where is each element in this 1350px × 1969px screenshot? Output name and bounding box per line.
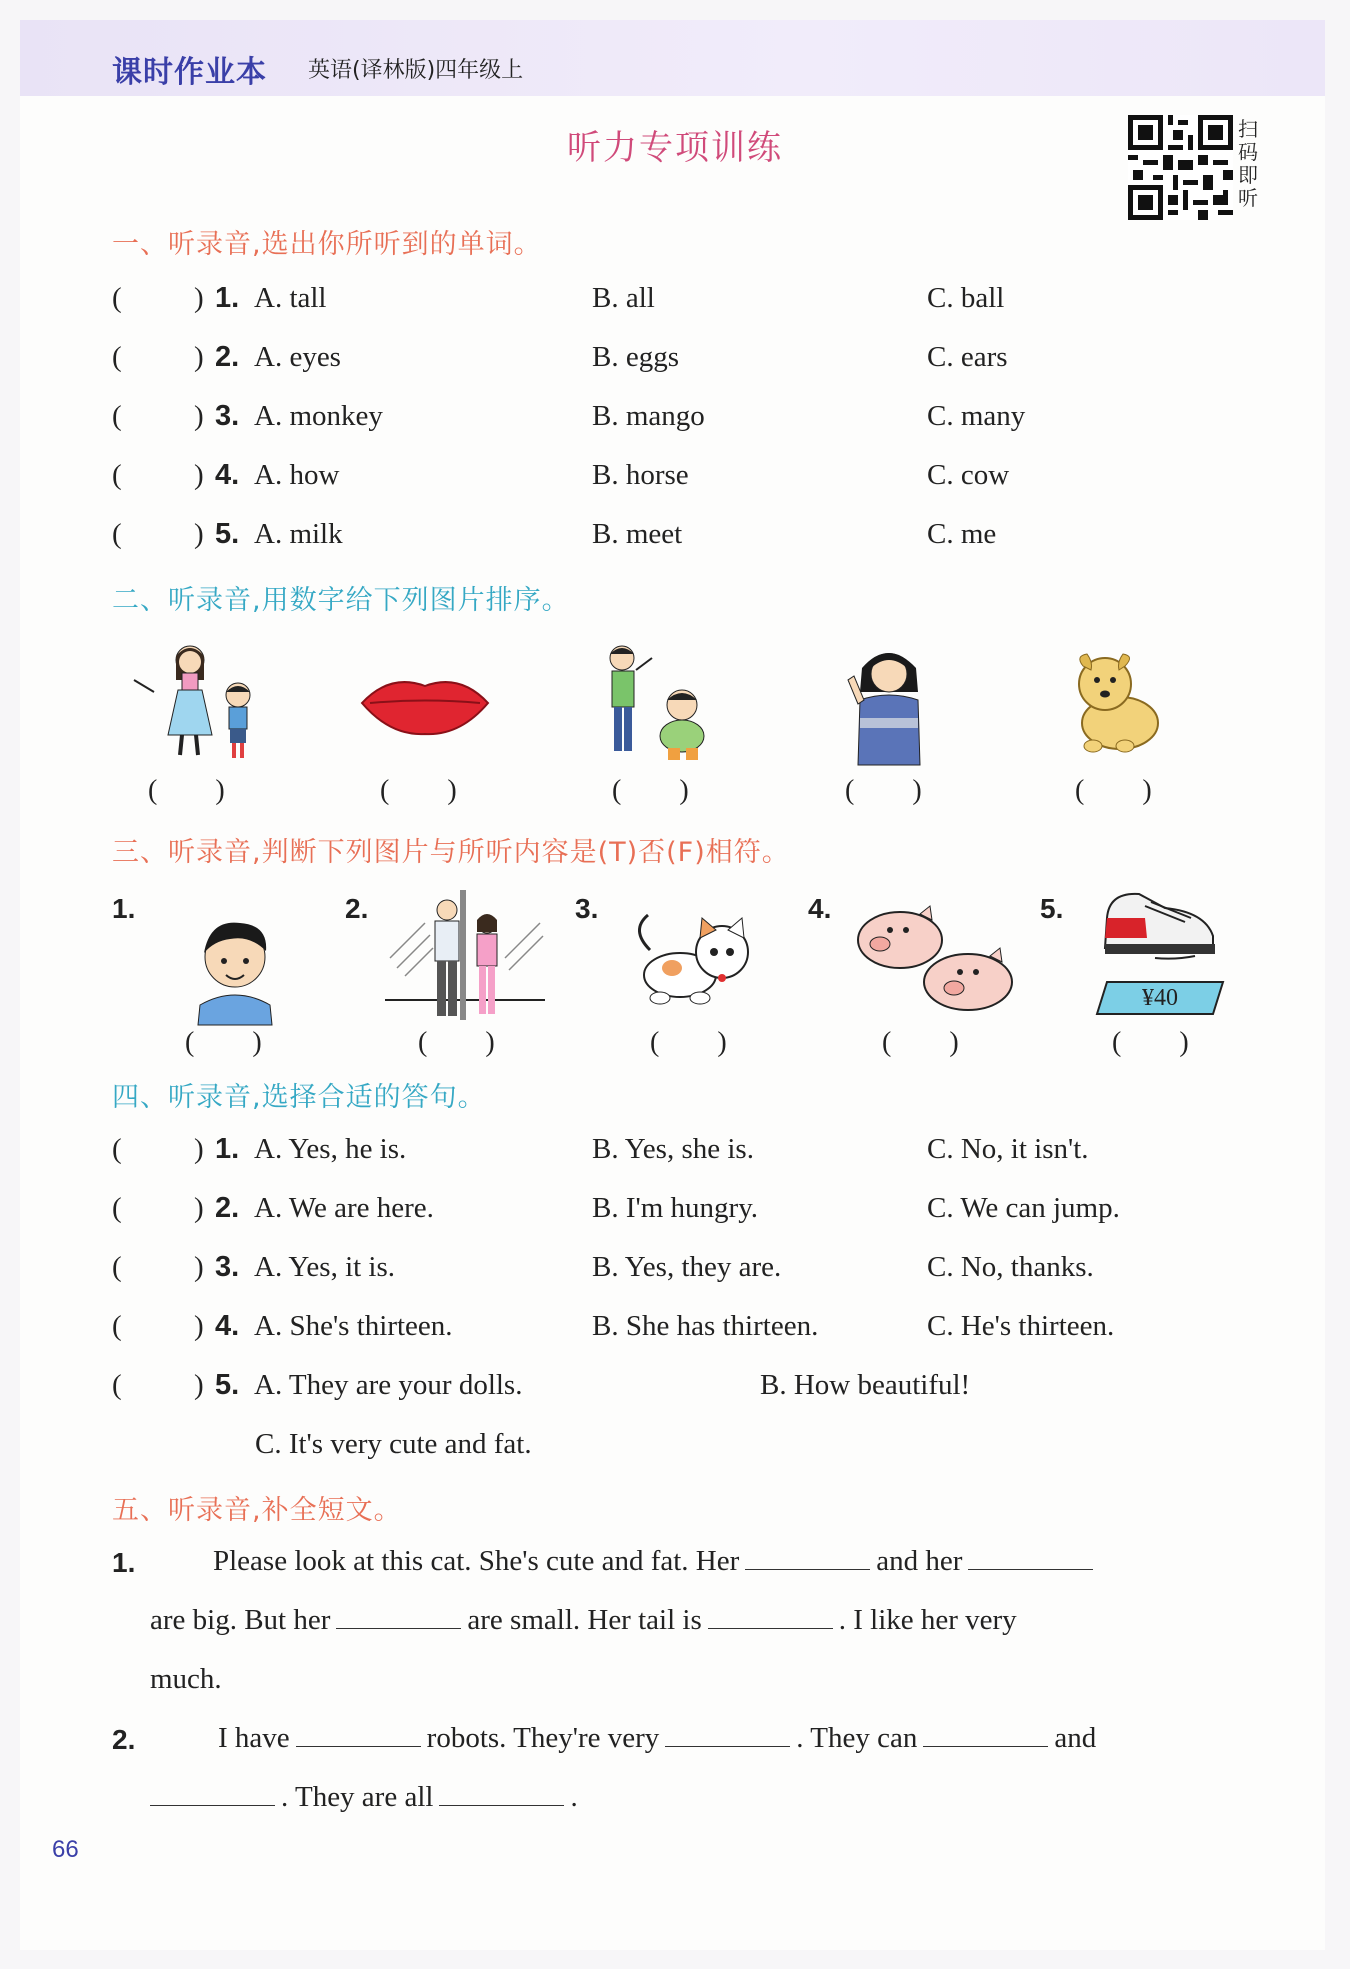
answer-paren-close: ) — [194, 341, 204, 373]
picture-number: 2. — [345, 893, 369, 924]
blank-field[interactable] — [336, 1604, 461, 1629]
question-number: 1. — [215, 1133, 240, 1165]
option-c: C. me — [927, 518, 997, 550]
answer-parens[interactable] — [148, 775, 225, 807]
option-a: A. monkey — [254, 400, 383, 432]
page-title: 听力专项训练 — [567, 128, 783, 168]
paren-open: ( — [845, 775, 855, 806]
option-b: B. eggs — [592, 341, 679, 373]
passage1-line2 — [150, 1604, 1017, 1637]
answer-paren-open[interactable]: ( — [112, 1133, 122, 1165]
question-number: 2. — [215, 1192, 240, 1224]
answer-paren-open[interactable]: ( — [112, 400, 122, 432]
tall-and-fat-boys-picture — [600, 640, 725, 770]
question-number: 1. — [215, 282, 240, 314]
answer-paren-open[interactable]: ( — [112, 1192, 122, 1224]
paren-open: ( — [882, 1027, 892, 1058]
answer-parens[interactable] — [185, 1027, 262, 1059]
blank-field[interactable] — [296, 1722, 421, 1747]
paren-close: ) — [447, 775, 457, 806]
answer-parens[interactable] — [612, 775, 689, 807]
paren-close: ) — [252, 1027, 262, 1058]
waving-girl-picture — [840, 640, 940, 770]
section2-heading: 二、听录音,用数字给下列图片排序。 — [112, 585, 570, 616]
option-a: A. They are your dolls. — [254, 1369, 523, 1401]
text: and — [1054, 1722, 1097, 1754]
paren-open: ( — [418, 1027, 428, 1058]
text: are small. Her tail is — [467, 1604, 702, 1636]
answer-parens[interactable] — [1075, 775, 1152, 807]
question-number: 5. — [215, 518, 240, 550]
option-a: A. how — [254, 459, 340, 491]
section1-heading: 一、听录音,选出你所听到的单词。 — [112, 229, 542, 260]
answer-paren-open[interactable]: ( — [112, 1310, 122, 1342]
paren-close: ) — [1142, 775, 1152, 806]
option-a: A. milk — [254, 518, 343, 550]
option-c: C. No, it isn't. — [927, 1133, 1089, 1165]
option-c: C. ears — [927, 341, 1008, 373]
option-c: C. We can jump. — [927, 1192, 1120, 1224]
section4-heading: 四、听录音,选择合适的答句。 — [112, 1082, 486, 1113]
option-b: B. Yes, she is. — [592, 1133, 754, 1165]
blank-field[interactable] — [923, 1722, 1048, 1747]
question-number: 5. — [215, 1369, 240, 1401]
question-number: 4. — [215, 1310, 240, 1342]
answer-paren-close: ) — [194, 1133, 204, 1165]
question-number: 3. — [215, 400, 240, 432]
option-a: A. Yes, it is. — [254, 1251, 396, 1283]
qr-code-icon[interactable] — [1128, 115, 1233, 220]
option-a: A. tall — [254, 282, 327, 314]
passage1-line1 — [213, 1545, 1099, 1578]
text: and her — [876, 1545, 963, 1577]
paren-close: ) — [949, 1027, 959, 1058]
answer-paren-close: ) — [194, 1192, 204, 1224]
page-number: 66 — [52, 1836, 79, 1863]
option-b: B. Yes, they are. — [592, 1251, 782, 1283]
text: are big. But her — [150, 1604, 331, 1636]
answer-parens[interactable] — [650, 1027, 727, 1059]
text: . I like her very — [838, 1604, 1017, 1636]
option-c: C. many — [927, 400, 1026, 432]
text: . They are all — [281, 1781, 434, 1813]
text: . They can — [796, 1722, 918, 1754]
option-b: B. meet — [592, 518, 683, 550]
answer-paren-close: ) — [194, 1369, 204, 1401]
paren-close: ) — [717, 1027, 727, 1058]
passage-number: 1. — [112, 1547, 136, 1578]
option-b: B. horse — [592, 459, 689, 491]
picture-number: 5. — [1040, 893, 1064, 924]
answer-parens[interactable] — [380, 775, 457, 807]
passage1-line3 — [150, 1663, 222, 1696]
question-number: 3. — [215, 1251, 240, 1283]
paren-open: ( — [185, 1027, 195, 1058]
answer-paren-close: ) — [194, 400, 204, 432]
passage-number: 2. — [112, 1724, 136, 1755]
option-a: A. eyes — [254, 341, 341, 373]
lips-picture — [360, 668, 490, 738]
answer-parens[interactable] — [1112, 1027, 1189, 1059]
paren-close: ) — [679, 775, 689, 806]
boy-face-picture — [190, 905, 280, 1025]
paren-open: ( — [148, 775, 158, 806]
option-c: C. No, thanks. — [927, 1251, 1094, 1283]
answer-paren-close: ) — [194, 1310, 204, 1342]
option-c: C. cow — [927, 459, 1010, 491]
qr-label: 扫码即听 — [1238, 117, 1258, 210]
paren-open: ( — [1075, 775, 1085, 806]
cat-picture — [630, 910, 765, 1015]
paren-open: ( — [612, 775, 622, 806]
answer-paren-close: ) — [194, 518, 204, 550]
option-b: B. She has thirteen. — [592, 1310, 819, 1342]
question-number: 2. — [215, 341, 240, 373]
paren-close: ) — [1179, 1027, 1189, 1058]
option-c: C. He's thirteen. — [927, 1310, 1115, 1342]
answer-paren-close: ) — [194, 282, 204, 314]
paren-close: ) — [485, 1027, 495, 1058]
option-c: C. It's very cute and fat. — [255, 1428, 532, 1460]
option-a: A. She's thirteen. — [254, 1310, 453, 1342]
paren-close: ) — [912, 775, 922, 806]
price-label: ¥40 — [1142, 985, 1178, 1011]
answer-paren-open[interactable]: ( — [112, 1251, 122, 1283]
man-and-woman-picture — [385, 888, 545, 1023]
answer-parens[interactable] — [418, 1027, 495, 1059]
paren-open: ( — [1112, 1027, 1122, 1058]
dog-picture — [1065, 648, 1175, 758]
text: I have — [218, 1722, 290, 1754]
blank-field[interactable] — [665, 1722, 790, 1747]
paren-open: ( — [380, 775, 390, 806]
passage2-line1 — [218, 1722, 1096, 1755]
subject-label: 英语(译林版)四年级上 — [308, 58, 524, 83]
text: robots. They're very — [426, 1722, 660, 1754]
passage2-line2 — [150, 1781, 578, 1814]
picture-number: 1. — [112, 893, 136, 924]
paren-close: ) — [215, 775, 225, 806]
blank-field[interactable] — [708, 1604, 833, 1629]
sneakers-picture — [1095, 888, 1225, 968]
paren-open: ( — [650, 1027, 660, 1058]
blank-field[interactable] — [439, 1781, 564, 1806]
blank-field[interactable] — [150, 1781, 275, 1806]
answer-paren-open[interactable]: ( — [112, 518, 122, 550]
brand-title: 课时作业本 — [112, 55, 267, 90]
option-c: C. ball — [927, 282, 1005, 314]
text: Please look at this cat. She's cute and fat. Her — [213, 1545, 740, 1577]
answer-paren-close: ) — [194, 1251, 204, 1283]
blank-field[interactable] — [968, 1545, 1093, 1570]
answer-paren-open[interactable]: ( — [112, 282, 122, 314]
girl-and-boy-picture — [130, 640, 270, 765]
section3-heading: 三、听录音,判断下列图片与所听内容是(T)否(F)相符。 — [112, 837, 790, 868]
answer-parens[interactable] — [882, 1027, 959, 1059]
blank-field[interactable] — [745, 1545, 870, 1570]
option-b: B. mango — [592, 400, 705, 432]
option-b: B. How beautiful! — [760, 1369, 971, 1401]
two-pigs-picture — [850, 902, 1040, 1022]
option-b: B. I'm hungry. — [592, 1192, 759, 1224]
answer-paren-close: ) — [194, 459, 204, 491]
picture-number: 4. — [808, 893, 832, 924]
section5-heading: 五、听录音,补全短文。 — [112, 1495, 402, 1526]
option-a: A. We are here. — [254, 1192, 434, 1224]
answer-paren-open[interactable]: ( — [112, 459, 122, 491]
option-a: A. Yes, he is. — [254, 1133, 407, 1165]
text: much. — [150, 1663, 222, 1695]
text: . — [570, 1781, 578, 1813]
picture-number: 3. — [575, 893, 599, 924]
answer-parens[interactable] — [845, 775, 922, 807]
question-number: 4. — [215, 459, 240, 491]
answer-paren-open[interactable]: ( — [112, 1369, 122, 1401]
option-b: B. all — [592, 282, 655, 314]
answer-paren-open[interactable]: ( — [112, 341, 122, 373]
